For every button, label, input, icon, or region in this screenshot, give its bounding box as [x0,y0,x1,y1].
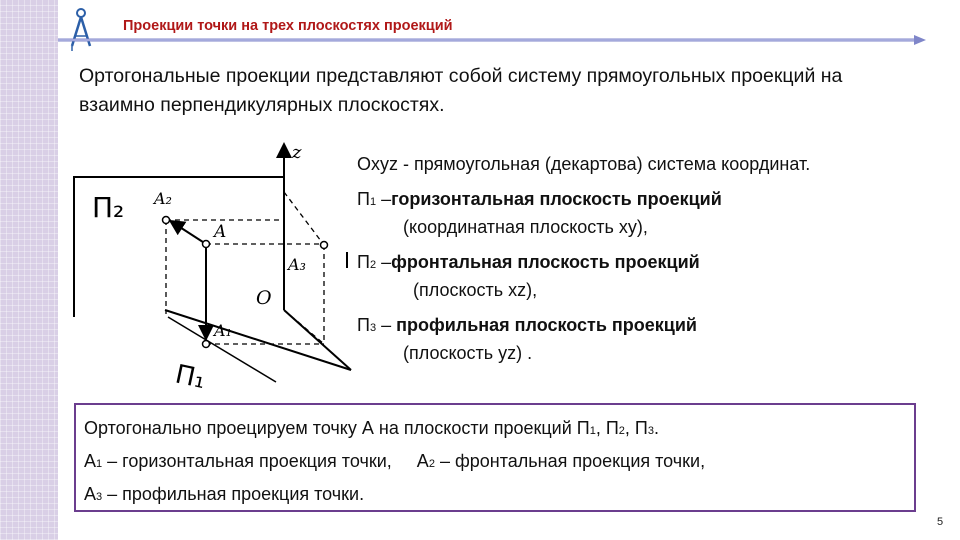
origin-label: O [256,287,272,309]
coordinate-system-text: Oxyz - прямоугольная (декартова) система координат. [357,154,811,174]
plane-label-p2: П₂ [92,191,125,224]
definition-p1-note: (координатная плоскость xy), [403,217,648,237]
summary-line-3: А3 – профильная проекция точки. [84,484,365,504]
ray-to-A2 [172,222,206,244]
plane-label-p1: П₁ [172,359,209,396]
point-label-a: A [214,222,227,242]
definition-p1: П1 –горизонтальная плоскость проекций [357,189,722,209]
definitions-block [357,152,917,366]
point-label-a1: A₁ [214,321,232,340]
left-decorative-band [0,0,58,540]
definition-p3: П3 – профильная плоскость проекций [357,315,697,335]
definition-p3-note: (плоскость yz) . [403,343,533,363]
page-title: Проекции точки на трех плоскостях проекций [123,18,453,34]
page-number: 5 [937,516,944,528]
projection-diagram [66,132,366,400]
axis-label-z: z [292,142,302,163]
summary-line-1: Ортогонально проецируем точку А на плоскости проекций П1, П2, П3. [84,418,660,438]
intro-paragraph: Ортогональные проекции представляют собой систему прямоугольных проекций на взаимно перпендикулярных плоскостях. [79,65,843,116]
definition-p2: П2 –фронтальная плоскость проекций [357,252,700,272]
summary-box [74,403,916,512]
header-arrow-rule [58,33,928,47]
point-label-a3: A₃ [288,255,306,274]
horizontal-plane-edge [165,310,351,370]
summary-line-2: А1 – горизонтальная проекция точки, А2 – фронтальная проекция точки, [84,451,706,471]
point-label-a2: A₂ [154,189,172,208]
definition-p2-note: (плоскость xz), [413,280,538,300]
